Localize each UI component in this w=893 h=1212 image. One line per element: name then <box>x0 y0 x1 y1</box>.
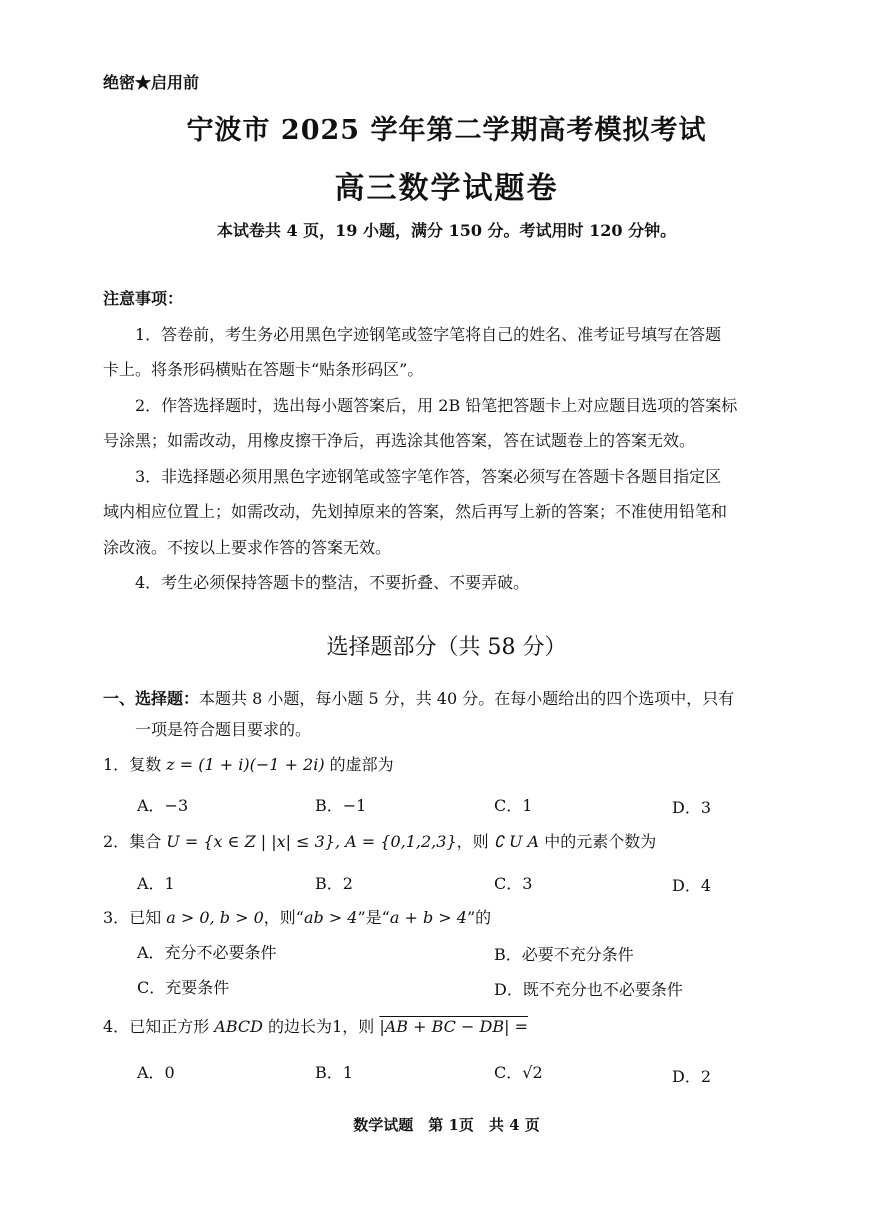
option-c: C．3 <box>494 874 533 893</box>
option-a: A．−3 <box>137 796 189 815</box>
option-b: B．1 <box>315 1063 353 1082</box>
option-d: D．既不充分也不必要条件 <box>494 980 683 999</box>
question-text: 已知 <box>129 908 167 927</box>
option-a: A．充分不必要条件 <box>137 943 277 962</box>
note-line: 1．答卷前，考生务必用黑色字迹钢笔或签字笔将自己的姓名、准考证号填写在答题 <box>135 325 722 344</box>
math-expression: 1 <box>332 1017 343 1036</box>
question-number: 1． <box>103 755 130 774</box>
math-expression: ∁ U A <box>493 832 540 851</box>
question-text: 集合 <box>129 832 167 851</box>
section-title: 选择题部分（共 58 分） <box>326 635 567 660</box>
question-1 <box>103 752 394 775</box>
note-line: 域内相应位置上；如需改动，先划掉原来的答案，然后再写上新的答案；不准使用铅笔和 <box>103 502 728 521</box>
math-expression: ABCD <box>214 1017 263 1036</box>
question-text: 的虚部为 <box>324 755 394 774</box>
note-line: 4．考生必须保持答题卡的整洁，不要折叠、不要弄破。 <box>135 573 530 592</box>
question-2 <box>103 829 656 852</box>
exam-subtitle: 高三数学试题卷 <box>334 171 559 206</box>
option-a: A．1 <box>137 874 175 893</box>
question-number: 2． <box>103 832 130 851</box>
math-expression: U = {x ∈ Z | |x| ≤ 3}, A = {0,1,2,3} <box>166 832 457 851</box>
exam-info: 本试卷共 4 页，19 小题，满分 150 分。考试用时 120 分钟。 <box>216 221 677 240</box>
math-expression: z = (1 + i)(−1 + 2i) <box>166 755 325 774</box>
math-expression: |AB + BC − DB| = <box>379 1017 528 1036</box>
option-c: C．1 <box>494 796 533 815</box>
option-d: D．3 <box>672 798 712 817</box>
option-b: B．2 <box>315 874 353 893</box>
option-c: C．√2 <box>494 1063 543 1082</box>
confidential-label: 绝密★启用前 <box>103 73 200 92</box>
question-text: ”的 <box>466 908 492 927</box>
math-expression: ab > 4 <box>303 908 358 927</box>
math-expression: a > 0, b > 0 <box>166 908 264 927</box>
notes-heading: 注意事项： <box>103 289 184 308</box>
question-text: ，则“ <box>263 908 304 927</box>
option-d: D．4 <box>672 876 712 895</box>
part-description <box>103 686 734 709</box>
option-d: D．2 <box>672 1067 712 1086</box>
question-3 <box>103 905 491 928</box>
question-text: ”是“ <box>357 908 390 927</box>
question-text: 复数 <box>129 755 167 774</box>
note-line: 号涂黑；如需改动，用橡皮擦干净后，再选涂其他答案，答在试题卷上的答案无效。 <box>103 431 696 450</box>
question-text: ，则 <box>456 832 494 851</box>
part-label: 一、选择题： <box>103 689 200 708</box>
question-number: 4． <box>103 1017 130 1036</box>
option-c: C．充要条件 <box>137 978 230 997</box>
question-number: 3． <box>103 908 130 927</box>
question-text: 中的元素个数为 <box>539 832 657 851</box>
option-a: A．0 <box>137 1063 175 1082</box>
question-4 <box>103 1014 528 1037</box>
question-text: 的边长为 <box>262 1017 333 1036</box>
math-expression: a + b > 4 <box>389 908 467 927</box>
note-line: 涂改液。不按以上要求作答的答案无效。 <box>103 538 392 557</box>
option-b: B．必要不充分条件 <box>494 945 634 964</box>
exam-title: 宁波市 2025 学年第二学期高考模拟考试 <box>186 115 707 146</box>
note-line: 2．作答选择题时，选出每小题答案后，用 2B 铅笔把答题卡上对应题目选项的答案标 <box>135 396 738 415</box>
question-text: 已知正方形 <box>129 1017 215 1036</box>
question-text: ，则 <box>342 1017 380 1036</box>
part-desc: 本题共 8 小题，每小题 5 分，共 40 分。在每小题给出的四个选项中，只有 <box>199 689 735 708</box>
note-line: 3．非选择题必须用黑色字迹钢笔或签字笔作答，答案必须写在答题卡各题目指定区 <box>135 467 722 486</box>
page-footer: 数学试题 第 1页 共 4 页 <box>353 1116 540 1134</box>
part-desc-line2: 一项是符合题目要求的。 <box>135 720 312 739</box>
option-b: B．−1 <box>315 796 367 815</box>
note-line: 卡上。将条形码横贴在答题卡“贴条形码区”。 <box>103 360 424 379</box>
